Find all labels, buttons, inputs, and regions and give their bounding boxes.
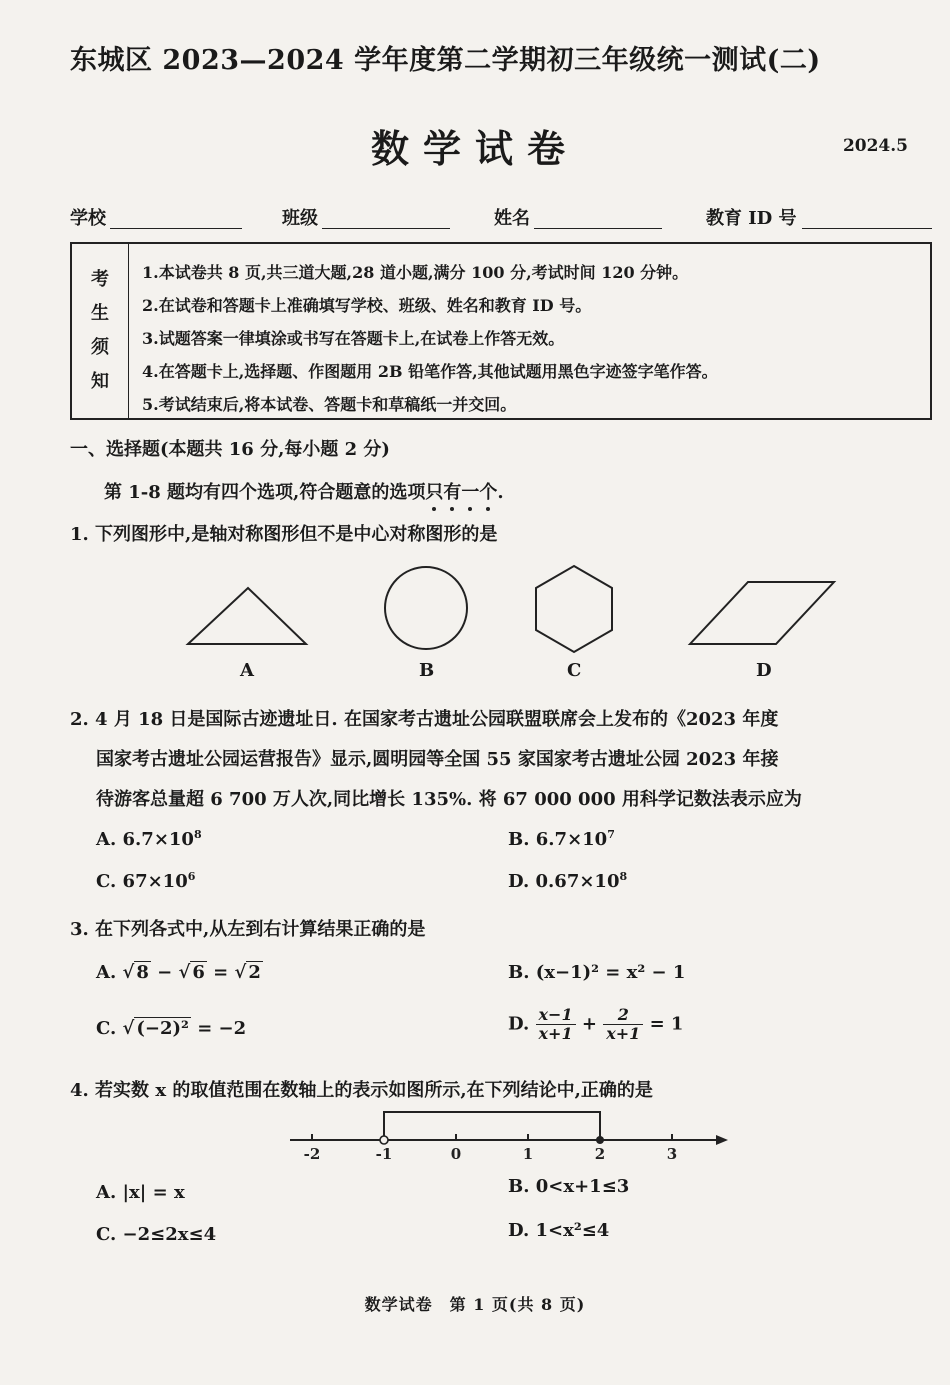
radicand: 6 — [192, 962, 205, 983]
question-2-option-c[interactable] — [96, 870, 195, 892]
exam-date: 2024.5 — [842, 136, 908, 156]
question-4-option-c[interactable]: C. −2≤2x≤4 — [96, 1224, 217, 1245]
option-text: D. 0.67×10 — [508, 871, 620, 892]
emphasis-char: 个 — [479, 482, 498, 503]
option-text: = −2 — [190, 1018, 247, 1039]
operator: − — [150, 962, 179, 983]
radicand: 8 — [136, 962, 149, 983]
question-2-line: 2. 4 月 18 日是国际古迹遗址日. 在国家考古遗址公园联盟联席会上发布的《2023 年度 — [70, 709, 779, 730]
notice-heading-char: 考 — [91, 269, 109, 290]
figure-label-c: C — [567, 660, 582, 681]
section-title: 一、选择题(本题共 16 分,每小题 2 分) — [70, 439, 390, 460]
school-field[interactable] — [110, 228, 242, 229]
numerator: x−1 — [536, 1006, 576, 1025]
tick-label: -2 — [303, 1145, 321, 1163]
option-text: B. 6.7×10 — [508, 829, 608, 850]
student-info-row — [70, 200, 932, 234]
option-text: A. 6.7×10 — [96, 829, 194, 850]
tick-label: -1 — [375, 1145, 393, 1163]
question-2-option-d[interactable] — [508, 870, 627, 892]
question-2-line: 国家考古遗址公园运营报告》显示,圆明园等全国 55 家国家考古遗址公园 2023 年接 — [96, 749, 779, 770]
closed-endpoint — [596, 1136, 604, 1144]
option-exponent: 8 — [619, 870, 628, 883]
question-1-stem: 1. 下列图形中,是轴对称图形但不是中心对称图形的是 — [70, 524, 498, 545]
tick-label: 1 — [522, 1145, 534, 1163]
instruction-text: 第 1-8 题均有四个选项,符合题意的选项 — [104, 482, 426, 503]
number-line — [280, 1108, 740, 1164]
emphasis-char: 有 — [443, 482, 462, 503]
option-text: C. 67×10 — [96, 871, 188, 892]
denominator: x+1 — [606, 1024, 641, 1043]
question-4-option-d[interactable]: D. 1<x²≤4 — [508, 1220, 610, 1241]
figure-label-b: B — [419, 660, 435, 681]
emphasis-char: 一 — [461, 482, 480, 503]
radicand: (−2)² — [136, 1018, 189, 1039]
notice-heading — [72, 244, 129, 418]
class-label: 班级 — [282, 208, 318, 229]
tick-label: 0 — [450, 1145, 462, 1163]
exam-title: 东城区 2023—2024 学年度第二学期初三年级统一测试(二) — [70, 45, 821, 76]
tick-label: 2 — [594, 1145, 606, 1163]
notice-box — [70, 242, 932, 420]
radicand: 2 — [248, 962, 261, 983]
school-label: 学校 — [70, 208, 106, 229]
open-endpoint — [380, 1136, 388, 1144]
option-text: A. — [96, 962, 123, 983]
hexagon-shape — [536, 566, 612, 652]
number-line-arrow — [716, 1135, 728, 1145]
notice-item: 5.考试结束后,将本试卷、答题卡和草稿纸一并交回。 — [142, 395, 517, 414]
class-field[interactable] — [322, 228, 450, 229]
operator: + — [575, 1013, 604, 1035]
question-3-option-d[interactable] — [508, 1006, 683, 1043]
denominator: x+1 — [538, 1024, 573, 1043]
notice-item: 1.本试卷共 8 页,共三道大题,28 道小题,满分 100 分,考试时间 120 分钟。 — [142, 263, 689, 282]
notice-item: 3.试题答案一律填涂或书写在答题卡上,在试卷上作答无效。 — [142, 329, 565, 348]
emphasis-char: 只 — [425, 482, 444, 503]
figure-label-a: A — [240, 660, 254, 681]
option-exponent: 6 — [187, 870, 196, 883]
parallelogram-shape — [690, 582, 834, 644]
question-3-stem: 3. 在下列各式中,从左到右计算结果正确的是 — [70, 919, 426, 940]
circle-shape — [385, 567, 467, 649]
question-2-option-b[interactable] — [508, 828, 615, 850]
id-label: 教育 ID 号 — [706, 208, 797, 229]
notice-heading-char: 知 — [91, 371, 109, 392]
question-1-figures — [170, 562, 870, 662]
name-field[interactable] — [534, 228, 662, 229]
numerator: 2 — [603, 1006, 643, 1025]
paper-title: 数学试卷 — [370, 126, 579, 171]
tick-label: 3 — [666, 1145, 678, 1163]
section-instruction — [104, 478, 504, 504]
question-4-option-a[interactable]: A. |x| = x — [96, 1182, 185, 1203]
question-2-line: 待游客总量超 6 700 万人次,同比增长 135%. 将 67 000 000 用科学记数法表示应为 — [96, 789, 802, 810]
notice-heading-char: 生 — [91, 303, 109, 324]
question-3-option-c[interactable]: C. √ (−2)² = −2 — [96, 1018, 247, 1039]
notice-list — [142, 256, 718, 421]
notice-heading-char: 须 — [91, 337, 109, 358]
triangle-shape — [188, 588, 306, 644]
option-text: = 1 — [643, 1013, 684, 1035]
fraction — [536, 1006, 576, 1043]
option-text: C. — [96, 1018, 123, 1039]
question-4-stem: 4. 若实数 x 的取值范围在数轴上的表示如图所示,在下列结论中,正确的是 — [70, 1080, 653, 1101]
number-line-ticks — [304, 1134, 678, 1163]
question-4-option-b[interactable]: B. 0<x+1≤3 — [508, 1176, 630, 1197]
page-footer: 数学试卷 第 1 页(共 8 页) — [364, 1295, 586, 1314]
notice-item: 4.在答题卡上,选择题、作图题用 2B 铅笔作答,其他试题用黑色字迹签字笔作答。 — [142, 362, 718, 381]
instruction-text: . — [497, 482, 504, 503]
option-exponent: 8 — [193, 828, 202, 841]
option-exponent: 7 — [607, 828, 615, 841]
operator: = — [206, 962, 235, 983]
notice-item: 2.在试卷和答题卡上准确填写学校、班级、姓名和教育 ID 号。 — [142, 296, 592, 315]
fraction — [603, 1006, 643, 1043]
question-3-option-b[interactable]: B. (x−1)² = x² − 1 — [508, 962, 686, 983]
option-text: D. — [508, 1013, 536, 1035]
name-label: 姓名 — [494, 208, 530, 229]
question-3-option-a[interactable]: A. √ 8 − √ 6 = √ 2 — [96, 962, 261, 983]
interval-bracket — [384, 1112, 600, 1140]
figure-label-d: D — [756, 660, 772, 681]
id-field[interactable] — [802, 228, 932, 229]
question-2-option-a[interactable] — [96, 828, 202, 850]
